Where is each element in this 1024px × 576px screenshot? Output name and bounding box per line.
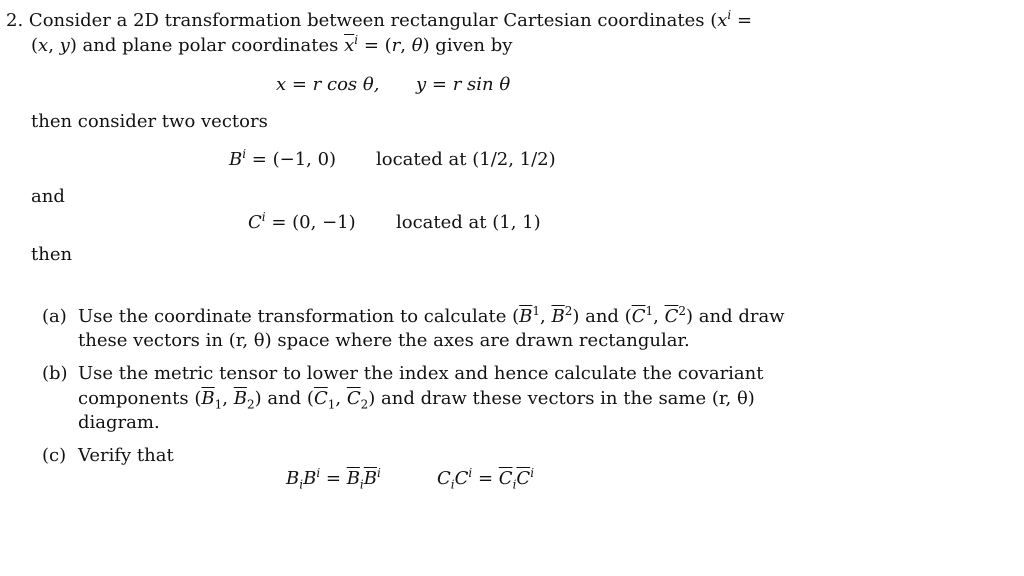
math-Cbar: $\overline{C}$ [498,468,513,489]
vector-c-location: located at (1, 1) [396,212,541,233]
math-Bbar: $\overline{B}$ [346,468,360,489]
math-comma: , [540,306,552,327]
math-i: i [377,466,381,480]
math-Bbar: $\overline{B}$ [233,388,247,409]
math-comma: , [222,388,234,409]
math-r: r [391,35,401,56]
part-b-line-2 [78,386,755,411]
math-B: B [303,468,317,489]
vector-b-location: located at (1/2, 1/2) [376,149,556,170]
intro-text-3: = ( [358,35,392,56]
math-eq: = [320,468,347,489]
math-x: x [38,35,49,56]
math-B: B [229,149,243,170]
part-a-text-1: Use the coordinate transformation to calculate ( [78,306,520,327]
math-C: C [454,468,469,489]
math-sup-1: 1 [645,304,654,318]
math-sup-2: 2 [678,304,686,318]
math-Bbar: $\overline{B}$ [201,388,215,409]
part-a-line-2: these vectors in (r, θ) space where the axes are drawn rectangular. [78,330,690,351]
math-Cbar: $\overline{C}$ [664,306,679,327]
part-c-line-1: Verify that [78,445,174,466]
math-comma: , [335,388,347,409]
math-Cbar: $\overline{C}$ [516,468,531,489]
intro-eq-end: = [736,10,753,31]
math-Cbar: $\overline{C}$ [631,306,646,327]
part-b-text-1: components ( [78,388,202,409]
vector-c-value: = (0, −1) [265,212,356,233]
math-sup-2: 2 [564,304,573,318]
math-sub-1: 1 [214,397,223,412]
math-i: i [359,477,364,492]
math-x: x [717,10,728,31]
part-a-line-1 [78,304,785,329]
vector-b-equation [229,147,336,172]
math-sub-2: 2 [246,397,255,412]
math-Cbar: $\overline{C}$ [346,388,361,409]
verify-equation-c [437,466,534,491]
intro-line-2 [31,33,512,58]
verify-equation-b [286,466,381,491]
intro-text-4: ) given by [422,35,513,56]
part-a-text-3: ) and draw [686,306,785,327]
vector-b-value: = (−1, 0) [246,149,337,170]
math-i: i [530,466,535,480]
intro-text-1: Consider a 2D transformation between rectangular Cartesian coordinates ( [28,10,718,31]
part-b-label: (b) [42,363,68,384]
math-Bbar: $\overline{B}$ [363,468,377,489]
math-comma: , [653,306,665,327]
part-a-text-2: ) and ( [572,306,632,327]
intro-text-2: ) and plane polar coordinates [69,35,345,56]
part-b-line-1: Use the metric tensor to lower the index and hence calculate the covariant [78,363,764,384]
math-xbar: $\overline{x}$ [344,35,355,56]
math-i: i [316,466,321,480]
math-i: i [512,477,517,492]
math-theta: θ [411,35,423,56]
math-comma: , [48,35,60,56]
math-comma: , [400,35,412,56]
math-eq: = [472,468,499,489]
math-i: i [242,147,247,161]
math-y: y [59,35,70,56]
math-sub-2: 2 [360,397,369,412]
part-a-label: (a) [42,306,67,327]
then-text: then [31,244,73,265]
math-Bbar: $\overline{B}$ [519,306,533,327]
problem-number: 2. [6,10,24,31]
part-b-text-2: ) and ( [254,388,314,409]
vector-c-equation [248,210,356,235]
part-c-label: (c) [42,445,67,466]
intro-paren-open: ( [31,35,39,56]
math-i: i [468,466,473,480]
math-sup-1: 1 [532,304,541,318]
intro-line-1 [6,8,752,33]
then-consider-text: then consider two vectors [31,111,268,132]
math-C: C [248,212,262,233]
math-sub-1: 1 [327,397,336,412]
math-i: i [354,33,359,47]
math-Bbar: $\overline{B}$ [551,306,565,327]
math-Cbar: $\overline{C}$ [313,388,328,409]
part-b-line-3: diagram. [78,412,160,433]
math-i: i [727,8,732,22]
math-i: i [261,210,266,224]
math-i: i [299,477,304,492]
equation-x: x = r cos θ, [276,74,380,95]
and-text: and [31,186,65,207]
math-i: i [450,477,455,492]
equation-y: y = r sin θ [416,74,511,95]
math-C: C [437,468,451,489]
part-b-text-3: ) and draw these vectors in the same (r, θ) [368,388,755,409]
math-B: B [286,468,300,489]
